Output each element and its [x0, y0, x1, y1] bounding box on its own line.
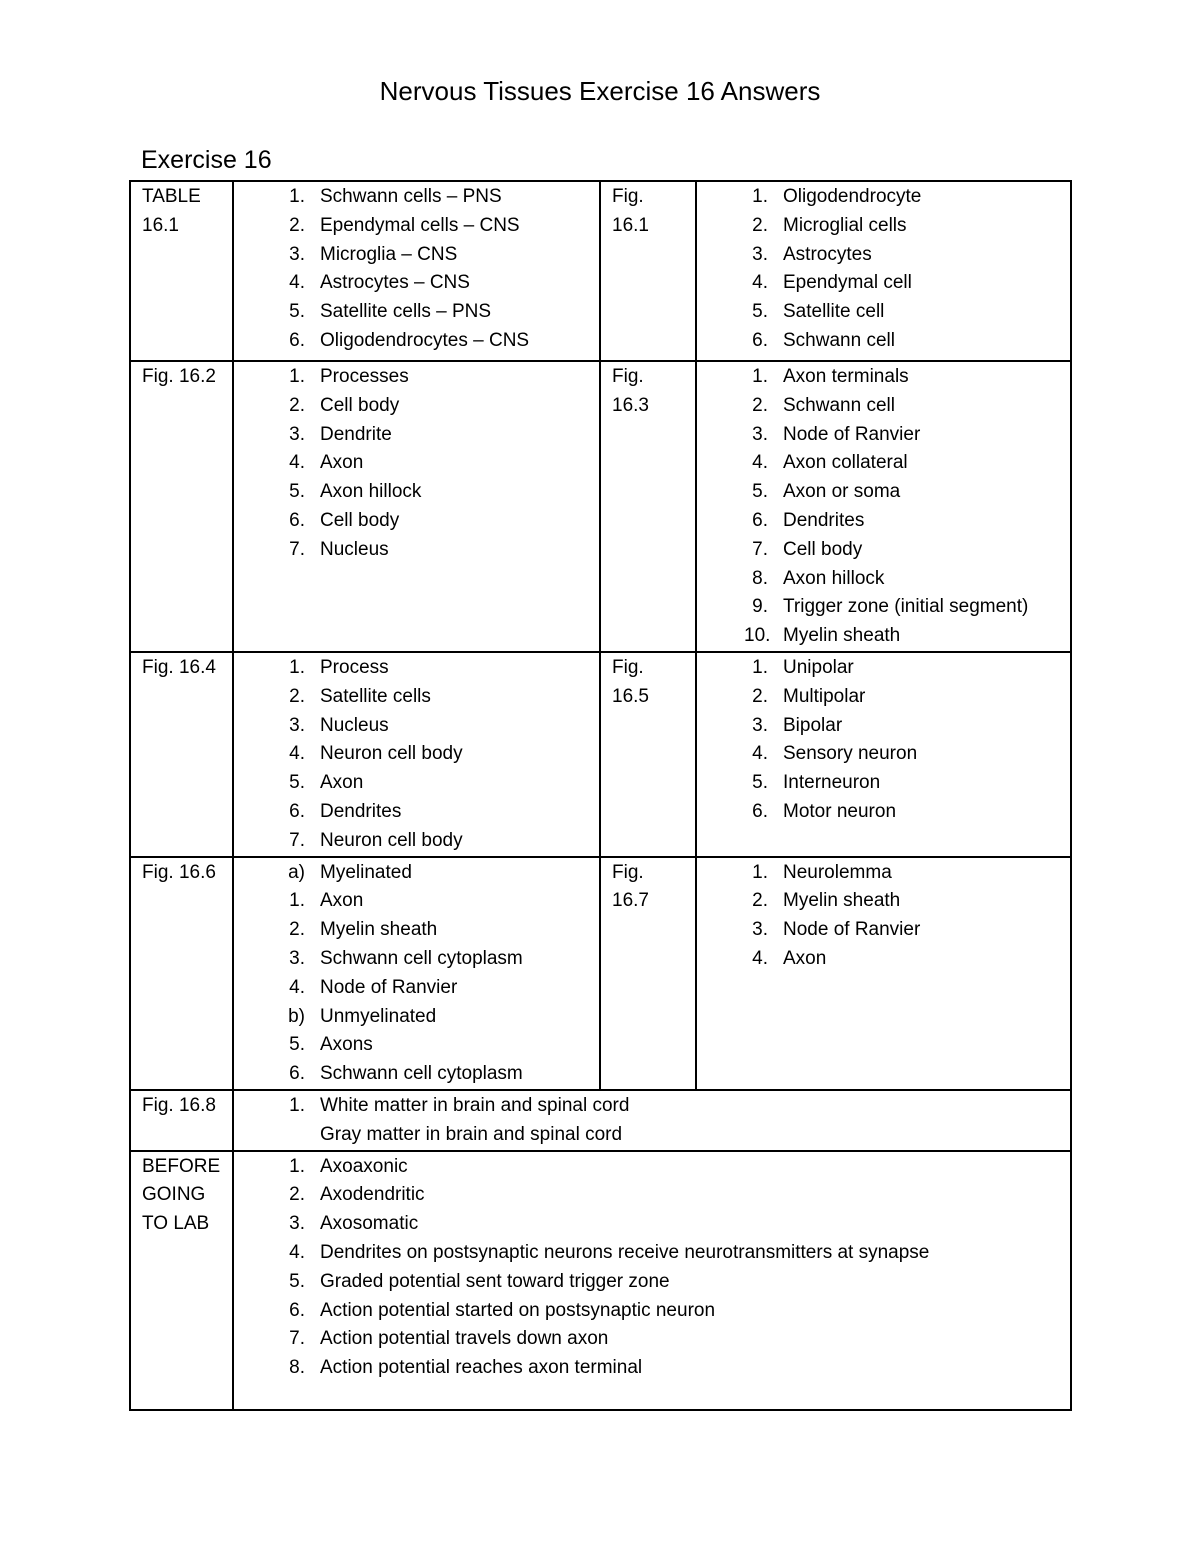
answer-list: [744, 183, 1070, 356]
answers-table: [129, 180, 1072, 1411]
list-item: 1. Axoaxonic: [289, 1155, 408, 1177]
row-label: [130, 857, 233, 1090]
list-item: 1. Schwann cells – PNS: [289, 186, 502, 207]
list-item: 7. Cell body: [752, 538, 863, 560]
answer-list: [281, 654, 599, 856]
answer-sublist: [281, 887, 599, 1002]
list-item: 2. Cell body: [289, 394, 400, 416]
list-item: 10. Myelin sheath: [744, 625, 901, 647]
list-item: 3. Schwann cell cytoplasm: [289, 947, 523, 969]
list-item: 5. Graded potential sent toward trigger zone: [289, 1270, 670, 1292]
answer-cell: [233, 1090, 1071, 1151]
label-line: Fig. 16.8: [142, 1094, 216, 1116]
list-item: b) Unmyelinated: [288, 1005, 437, 1027]
list-item: 4. Axon: [752, 947, 827, 969]
label-line: Fig. 16.1: [612, 186, 649, 236]
label-line: Fig. 16.5: [612, 656, 649, 707]
list-item: 4. Axon collateral: [752, 452, 908, 474]
list-item: 5. Satellite cell: [752, 301, 885, 323]
list-item: 4. Astrocytes – CNS: [289, 272, 470, 294]
list-item: 3. Bipolar: [752, 714, 843, 736]
answer-list: [744, 654, 1070, 827]
list-item: 7. Neuron cell body: [289, 829, 463, 851]
list-item: 1. Oligodendrocyte: [752, 186, 922, 207]
label-line: TO LAB: [142, 1213, 210, 1235]
row-label: [600, 857, 696, 1090]
list-item: 3. Axosomatic: [289, 1213, 419, 1235]
list-item: 7. Nucleus: [289, 538, 389, 560]
label-line: Fig. 16.6: [142, 861, 216, 883]
list-item: 1. Processes: [289, 366, 409, 387]
list-item: 2. Myelin sheath: [289, 919, 438, 941]
answer-cell: [233, 652, 600, 857]
list-item: 6. Motor neuron: [752, 800, 897, 822]
table-row: [130, 1151, 1071, 1410]
list-item: 2. Satellite cells: [289, 685, 431, 707]
answer-cell: [696, 361, 1071, 652]
list-item: 2. Multipolar: [752, 685, 866, 707]
answer-cell: [696, 652, 1071, 857]
answer-cell: [233, 361, 600, 652]
list-item: 8. Action potential reaches axon terminal: [289, 1357, 643, 1379]
list-item: 2. Myelin sheath: [752, 890, 901, 912]
label-line: Fig. 16.4: [142, 656, 216, 678]
page-title: Nervous Tissues Exercise 16 Answers: [379, 76, 821, 106]
list-item: 5. Axon or soma: [752, 481, 901, 503]
row-label: [130, 181, 233, 361]
row-label: [130, 361, 233, 652]
answer-list: [281, 1153, 1070, 1383]
list-item: 6. Dendrites: [752, 509, 865, 531]
table-row: [130, 361, 1071, 652]
list-item: 1. Unipolar: [752, 656, 854, 678]
table-row: [130, 181, 1071, 361]
list-item: 5. Axon hillock: [289, 481, 422, 503]
label-line: Fig. 16.3: [612, 366, 649, 416]
list-item: 3. Microglia – CNS: [289, 243, 458, 265]
answer-list: [281, 183, 599, 356]
row-label: [130, 1151, 233, 1410]
list-item: 1. Axon: [289, 890, 364, 912]
row-label: [600, 361, 696, 652]
answer-list: [281, 859, 599, 888]
list-item: 8. Axon hillock: [752, 567, 885, 589]
answer-list: [744, 859, 1070, 974]
list-item: 6. Cell body: [289, 509, 400, 531]
answer-cell: [696, 181, 1071, 361]
answer-list: [744, 363, 1070, 651]
label-line: BEFORE: [142, 1155, 221, 1177]
label-line: Fig. 16.7: [612, 861, 649, 912]
list-item: 1. Axon terminals: [752, 366, 909, 387]
answer-cell: [233, 1151, 1071, 1410]
list-item: 5. Satellite cells – PNS: [289, 301, 492, 323]
list-item: 5. Interneuron: [752, 772, 881, 794]
list-item: 2. Ependymal cells – CNS: [289, 214, 520, 236]
row-label: [130, 652, 233, 857]
list-item: 4. Axon: [289, 452, 364, 474]
row-label: [130, 1090, 233, 1151]
list-item: 2. Axodendritic: [289, 1184, 425, 1206]
row-label: [600, 181, 696, 361]
label-line: Fig. 16.2: [142, 366, 216, 387]
list-item: 1. Process: [289, 656, 389, 678]
exercise-heading: Exercise 16: [141, 146, 272, 174]
list-item: 4. Ependymal cell: [752, 272, 912, 294]
answer-cell: [233, 857, 600, 1090]
answer-list: [281, 363, 599, 565]
table-row: [130, 652, 1071, 857]
list-item: 4. Node of Ranvier: [289, 976, 458, 998]
list-item: 3. Node of Ranvier: [752, 919, 921, 941]
list-item: 9. Trigger zone (initial segment): [752, 596, 1029, 618]
row-label: [600, 652, 696, 857]
list-item: 3. Nucleus: [289, 714, 389, 736]
list-item: 3. Node of Ranvier: [752, 423, 921, 445]
answer-cell: [696, 857, 1071, 1090]
list-item: 4. Neuron cell body: [289, 743, 463, 765]
list-item: Gray matter in brain and spinal cord: [320, 1123, 623, 1145]
answer-list: [281, 1003, 599, 1032]
label-line: GOING: [142, 1184, 206, 1206]
label-line: TABLE 16.1: [142, 186, 201, 236]
list-item: 3. Astrocytes: [752, 243, 872, 265]
list-item: 4. Sensory neuron: [752, 743, 918, 765]
list-item: 5. Axon: [289, 772, 364, 794]
list-item: 6. Dendrites: [289, 800, 402, 822]
list-item: 7. Action potential travels down axon: [289, 1328, 609, 1350]
table-row: [130, 1090, 1071, 1151]
list-item: 6. Schwann cell: [752, 329, 895, 351]
answer-cell: [233, 181, 600, 361]
list-item: 6. Action potential started on postsynaptic neuron: [289, 1299, 716, 1321]
answer-sublist: [281, 1031, 599, 1089]
list-item: 6. Schwann cell cytoplasm: [289, 1063, 523, 1085]
answer-list: [281, 1092, 1070, 1150]
list-item: 5. Axons: [289, 1034, 373, 1056]
list-item: 1. White matter in brain and spinal cord: [289, 1094, 630, 1116]
list-item: 4. Dendrites on postsynaptic neurons receive neurotransmitters at synapse: [289, 1241, 930, 1263]
list-item: 2. Schwann cell: [752, 394, 895, 416]
list-item: 3. Dendrite: [289, 423, 392, 445]
list-item: a) Myelinated: [288, 861, 412, 883]
list-item: 2. Microglial cells: [752, 214, 907, 236]
list-item: 1. Neurolemma: [752, 861, 892, 883]
table-row: [130, 857, 1071, 1090]
list-item: 6. Oligodendrocytes – CNS: [289, 329, 530, 351]
